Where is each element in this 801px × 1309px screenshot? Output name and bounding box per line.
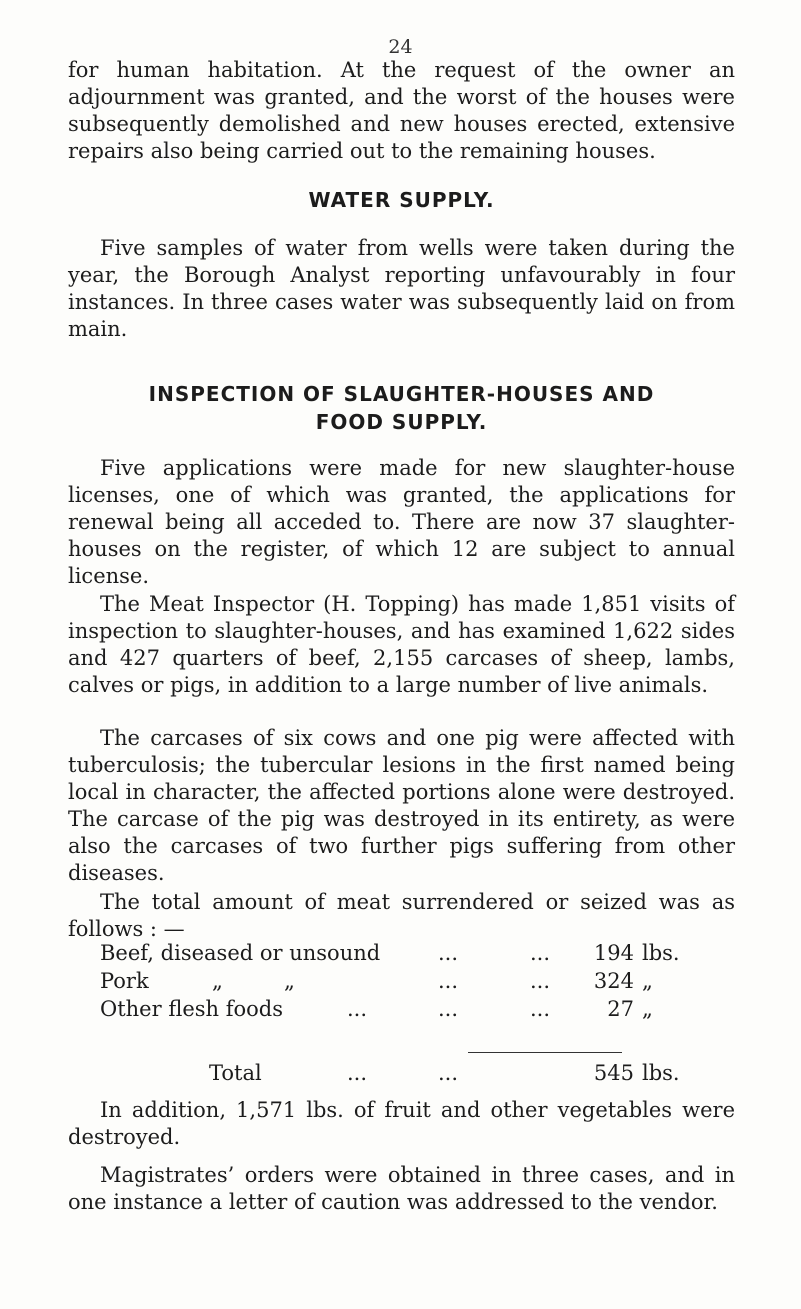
magistrates-orders-paragraph: Magistrates’ orders were obtained in three cases, and in one instance a letter of caution was addressed to the vendor.	[68, 1163, 735, 1214]
row-ditto: „	[284, 969, 295, 993]
row-value: 324	[593, 969, 634, 993]
row-unit: „	[642, 969, 653, 993]
row-label: Other flesh foods	[100, 997, 284, 1021]
total-label: Total	[209, 1061, 262, 1085]
table-row	[100, 969, 660, 997]
inspection-para4-block	[68, 889, 735, 943]
closing-para2-block	[68, 1162, 735, 1216]
row-ditto: „	[212, 969, 223, 993]
water-supply-heading: WATER SUPPLY.	[308, 188, 495, 212]
inspection-heading-line2: FOOD SUPPLY.	[315, 410, 488, 434]
row-leader: ...	[347, 997, 368, 1021]
fruit-destroyed-paragraph: In addition, 1,571 lbs. of fruit and other vegetables were destroyed.	[68, 1098, 735, 1149]
total-unit: lbs.	[642, 1061, 680, 1085]
inspection-para1-block	[68, 455, 735, 590]
meat-table	[100, 941, 680, 1025]
row-leader: ...	[438, 1061, 459, 1085]
total-rule	[468, 1052, 622, 1053]
closing-para1-block	[68, 1097, 735, 1151]
licenses-paragraph: Five applications were made for new slaughter-house licenses, one of which was granted, the applications for renewal being all acceded to. There are now 37 slaughter-houses on the register, of which 12 are subject to annual license.	[68, 456, 735, 588]
table-row	[100, 941, 680, 969]
water-supply-body-block	[68, 235, 735, 343]
meat-inspector-paragraph: The Meat Inspector (H. Topping) has made 1,851 visits of inspection to slaughter-houses, and has examined 1,622 sides and 427 quarters of beef, 2,155 carcases of sheep, lambs, calves or pigs, in addition to a large number of live animals.	[68, 592, 735, 697]
water-supply-paragraph: Five samples of water from wells were taken during the year, the Borough Analyst reporting unfavourably in four instances. In three cases water was subsequently laid on from main.	[68, 236, 735, 341]
row-value: 194	[593, 941, 634, 965]
row-leader: ...	[530, 941, 551, 965]
page-number: 24	[388, 36, 413, 58]
water-supply-section	[68, 187, 735, 213]
row-leader: ...	[530, 969, 551, 993]
intro-paragraph: for human habitation. At the request of the owner an adjournment was granted, and the worst of the houses were subsequently demolished and new houses erected, extensive repairs also being carried out to the remaining houses.	[68, 58, 735, 163]
table-row	[100, 997, 660, 1025]
tuberculosis-paragraph: The carcases of six cows and one pig were affected with tuberculosis; the tubercular lesions in the first named being local in character, the affected portions alone were destroyed. The carcase of the pig was destroyed in its entirety, as were also the carcases of two further pigs suffering from other diseases.	[68, 726, 735, 885]
row-unit: lbs.	[642, 941, 680, 965]
row-leader: ...	[438, 941, 459, 965]
inspection-para3-block	[68, 725, 735, 887]
total-row	[100, 1061, 680, 1089]
inspection-heading-block	[68, 381, 735, 435]
row-value: 27	[607, 997, 634, 1021]
row-leader: ...	[347, 1061, 368, 1085]
intro-paragraph-block	[68, 57, 735, 165]
row-unit: „	[642, 997, 653, 1021]
row-label: Pork	[100, 969, 149, 993]
inspection-heading-line1: INSPECTION OF SLAUGHTER-HOUSES AND	[148, 382, 655, 406]
meat-total	[100, 1061, 680, 1089]
inspection-para2-block	[68, 591, 735, 699]
row-leader: ...	[438, 997, 459, 1021]
row-label: Beef, diseased or unsound	[100, 941, 381, 965]
meat-total-intro-paragraph: The total amount of meat surrendered or seized was as follows : —	[68, 890, 735, 941]
row-leader-extra: ...	[530, 997, 551, 1021]
row-leader: ...	[438, 969, 459, 993]
total-value: 545	[593, 1061, 634, 1085]
